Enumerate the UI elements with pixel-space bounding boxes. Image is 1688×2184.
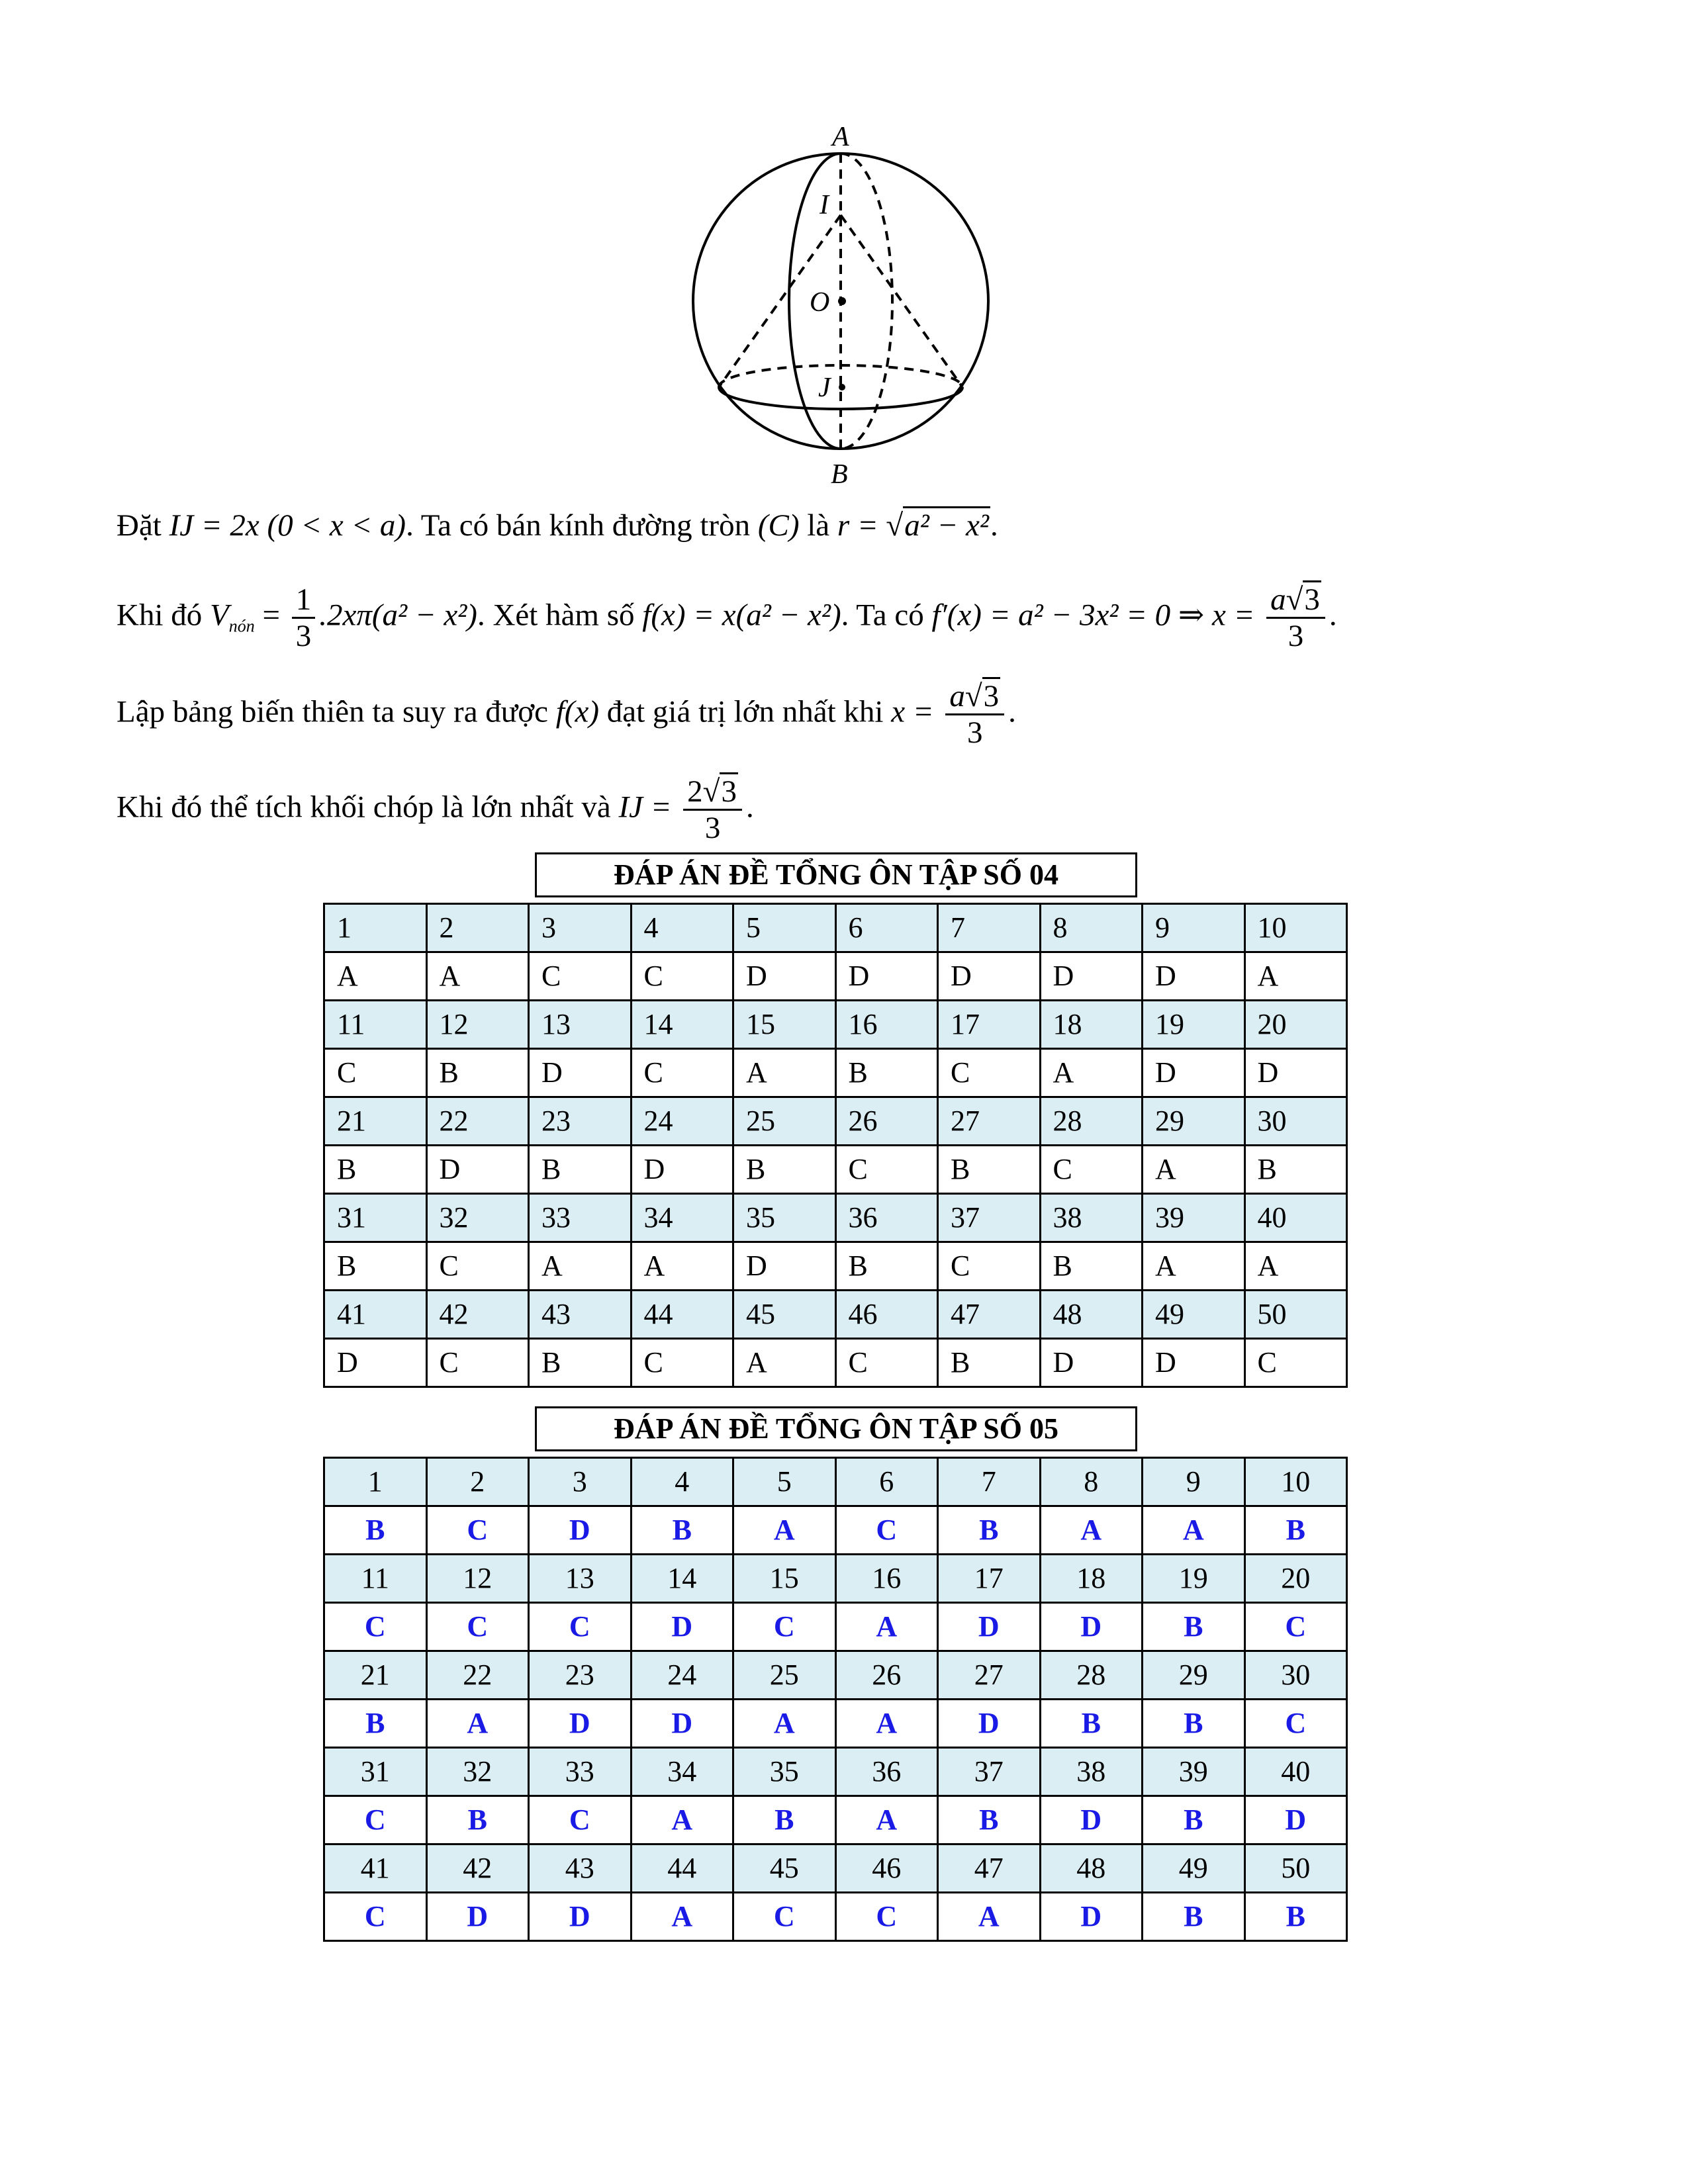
question-number-cell: 13 [529, 1555, 632, 1603]
sphere-cone-figure [675, 116, 1006, 500]
answer-cell: A [733, 1049, 836, 1097]
question-number-row [324, 1194, 1347, 1242]
solution-line-4: Khi đó thể tích khối chóp là lớn nhất và IJ = $\frac{2√3}{3}$ . [117, 774, 754, 845]
answer-cell: B [1143, 1700, 1245, 1748]
answer-cell: C [529, 952, 632, 1001]
answer-row [324, 1796, 1347, 1844]
answer-cell: B [1244, 1893, 1347, 1941]
question-number-cell: 50 [1244, 1844, 1347, 1893]
answer-cell: C [1244, 1339, 1347, 1387]
question-number-cell: 20 [1244, 1555, 1347, 1603]
answer-cell: C [835, 1893, 938, 1941]
answer-cell: D [938, 952, 1041, 1001]
label-a: A [832, 122, 849, 152]
question-number-cell: 11 [324, 1555, 427, 1603]
fraction-a-sqrt3-over-3: $\frac{a√3}{3}$ [1266, 582, 1325, 653]
answer-cell: A [835, 1700, 938, 1748]
question-number-cell: 44 [631, 1291, 733, 1339]
question-number-cell: 39 [1143, 1194, 1245, 1242]
answer-cell: A [733, 1506, 836, 1555]
question-number-row [324, 1651, 1347, 1700]
question-number-cell: 21 [324, 1651, 427, 1700]
question-number-cell: 30 [1244, 1651, 1347, 1700]
question-number-cell: 42 [426, 1291, 529, 1339]
answer-cell: D [324, 1339, 427, 1387]
answer-cell: C [835, 1146, 938, 1194]
question-number-row [324, 1555, 1347, 1603]
answer-cell: C [324, 1796, 427, 1844]
answer-cell: D [938, 1700, 1041, 1748]
answer-cell: A [733, 1339, 836, 1387]
question-number-cell: 46 [835, 1291, 938, 1339]
meridian-back [841, 154, 892, 449]
question-number-cell: 26 [835, 1097, 938, 1146]
question-number-cell: 43 [529, 1844, 632, 1893]
answer-cell: B [324, 1242, 427, 1291]
answer-cell: D [733, 952, 836, 1001]
answer-cell: A [529, 1242, 632, 1291]
answer-cell: D [1040, 952, 1143, 1001]
answer-cell: C [938, 1242, 1041, 1291]
question-number-cell: 47 [938, 1844, 1041, 1893]
question-number-cell: 37 [938, 1194, 1041, 1242]
question-number-cell: 15 [733, 1555, 836, 1603]
point-o [838, 297, 846, 305]
question-number-cell: 19 [1143, 1555, 1245, 1603]
question-number-cell: 37 [938, 1748, 1041, 1796]
answer-row [324, 952, 1347, 1001]
answer-cell: C [324, 1603, 427, 1651]
answer-row [324, 1242, 1347, 1291]
answer-cell: A [1143, 1242, 1245, 1291]
answer-cell: D [1143, 1339, 1245, 1387]
answer-cell: D [529, 1506, 632, 1555]
answer-row [324, 1893, 1347, 1941]
answer-cell: A [1040, 1049, 1143, 1097]
answer-cell: B [938, 1506, 1041, 1555]
answer-cell: B [835, 1049, 938, 1097]
question-number-cell: 4 [631, 1458, 733, 1506]
answer-cell: A [324, 952, 427, 1001]
solution-line-3: Lập bảng biến thiên ta suy ra được f(x) đạt giá trị lớn nhất khi x = $\frac{a√3}{3}$ . [117, 679, 1016, 750]
question-number-cell: 42 [426, 1844, 529, 1893]
answer-cell: C [1244, 1700, 1347, 1748]
question-number-cell: 24 [631, 1097, 733, 1146]
question-number-cell: 34 [631, 1194, 733, 1242]
question-number-cell: 14 [631, 1001, 733, 1049]
answer-cell: D [1040, 1893, 1143, 1941]
answer-cell: C [1244, 1603, 1347, 1651]
fraction-a-sqrt3-over-3-b: $\frac{a√3}{3}$ [945, 679, 1004, 750]
question-number-cell: 5 [733, 904, 836, 952]
answer-cell: B [324, 1506, 427, 1555]
question-number-cell: 35 [733, 1194, 836, 1242]
answer-cell: C [938, 1049, 1041, 1097]
answer-cell: C [835, 1339, 938, 1387]
question-number-cell: 11 [324, 1001, 427, 1049]
question-number-cell: 12 [426, 1001, 529, 1049]
answer-cell: C [835, 1506, 938, 1555]
answer-cell: D [529, 1049, 632, 1097]
label-b: B [831, 459, 848, 490]
question-number-cell: 32 [426, 1194, 529, 1242]
answer-cell: D [529, 1700, 632, 1748]
answer-cell: C [733, 1603, 836, 1651]
answer-cell: B [529, 1146, 632, 1194]
answer-cell: B [1040, 1242, 1143, 1291]
question-number-cell: 49 [1143, 1844, 1245, 1893]
answer-key-title-05: ĐÁP ÁN ĐỀ TỔNG ÔN TẬP SỐ 05 [535, 1406, 1137, 1451]
question-number-cell: 27 [938, 1097, 1041, 1146]
question-number-cell: 9 [1143, 904, 1245, 952]
question-number-cell: 44 [631, 1844, 733, 1893]
answer-cell: D [1040, 1603, 1143, 1651]
answer-cell: C [631, 1339, 733, 1387]
answer-cell: D [529, 1893, 632, 1941]
question-number-cell: 6 [835, 1458, 938, 1506]
question-number-cell: 50 [1244, 1291, 1347, 1339]
question-number-cell: 46 [835, 1844, 938, 1893]
question-number-cell: 38 [1040, 1194, 1143, 1242]
answer-cell: B [631, 1506, 733, 1555]
answer-cell: C [1040, 1146, 1143, 1194]
question-number-cell: 39 [1143, 1748, 1245, 1796]
answer-cell: A [1244, 952, 1347, 1001]
answer-row [324, 1049, 1347, 1097]
question-number-cell: 4 [631, 904, 733, 952]
answer-cell: A [1143, 1146, 1245, 1194]
answer-cell: D [631, 1603, 733, 1651]
answer-cell: A [835, 1796, 938, 1844]
label-i: I [820, 190, 829, 220]
question-number-cell: 2 [426, 904, 529, 952]
question-number-cell: 27 [938, 1651, 1041, 1700]
question-number-cell: 49 [1143, 1291, 1245, 1339]
question-number-cell: 2 [426, 1458, 529, 1506]
cone-edge-right [841, 215, 962, 387]
question-number-cell: 3 [529, 1458, 632, 1506]
question-number-cell: 48 [1040, 1291, 1143, 1339]
answer-cell: A [426, 1700, 529, 1748]
question-number-cell: 10 [1244, 1458, 1347, 1506]
answer-cell: B [938, 1339, 1041, 1387]
question-number-cell: 32 [426, 1748, 529, 1796]
answer-cell: B [1244, 1146, 1347, 1194]
answer-cell: D [1244, 1049, 1347, 1097]
question-number-row [324, 1291, 1347, 1339]
answer-cell: C [426, 1242, 529, 1291]
question-number-cell: 8 [1040, 1458, 1143, 1506]
question-number-cell: 12 [426, 1555, 529, 1603]
answer-cell: A [426, 952, 529, 1001]
answer-cell: A [1040, 1506, 1143, 1555]
answer-cell: B [1143, 1603, 1245, 1651]
answer-cell: B [426, 1049, 529, 1097]
answer-cell: D [426, 1146, 529, 1194]
answer-cell: C [529, 1796, 632, 1844]
question-number-cell: 40 [1244, 1748, 1347, 1796]
answer-cell: D [631, 1146, 733, 1194]
question-number-cell: 41 [324, 1844, 427, 1893]
answer-cell: C [426, 1603, 529, 1651]
question-number-cell: 18 [1040, 1001, 1143, 1049]
question-number-cell: 31 [324, 1194, 427, 1242]
question-number-cell: 41 [324, 1291, 427, 1339]
question-number-cell: 31 [324, 1748, 427, 1796]
question-number-cell: 21 [324, 1097, 427, 1146]
question-number-cell: 43 [529, 1291, 632, 1339]
answer-cell: D [1143, 1049, 1245, 1097]
answer-cell: C [324, 1893, 427, 1941]
question-number-cell: 5 [733, 1458, 836, 1506]
question-number-cell: 47 [938, 1291, 1041, 1339]
answer-table-05 [323, 1457, 1348, 1942]
answer-cell: B [1143, 1796, 1245, 1844]
question-number-cell: 45 [733, 1291, 836, 1339]
answer-cell: D [835, 952, 938, 1001]
question-number-cell: 13 [529, 1001, 632, 1049]
answer-cell: B [324, 1146, 427, 1194]
answer-cell: D [631, 1700, 733, 1748]
answer-cell: D [1244, 1796, 1347, 1844]
question-number-cell: 16 [835, 1555, 938, 1603]
answer-cell: B [733, 1796, 836, 1844]
answer-table-04 [323, 903, 1348, 1388]
answer-cell: A [733, 1700, 836, 1748]
question-number-cell: 3 [529, 904, 632, 952]
answer-cell: B [1143, 1893, 1245, 1941]
solution-line-2: Khi đó $V_{nón}$ = $\frac{1}{3}$ .2xπ(a² − x²). Xét hàm số f(x) = x(a² − x²). Ta có f′(x) = a² − 3x² = 0 ⇒ x = $\frac{a√3}{3}$ . [117, 582, 1337, 653]
answer-cell: C [631, 952, 733, 1001]
question-number-cell: 28 [1040, 1651, 1143, 1700]
answer-row [324, 1506, 1347, 1555]
question-number-cell: 22 [426, 1097, 529, 1146]
answer-cell: B [733, 1146, 836, 1194]
answer-cell: C [324, 1049, 427, 1097]
question-number-cell: 14 [631, 1555, 733, 1603]
answer-cell: D [733, 1242, 836, 1291]
answer-cell: D [1040, 1339, 1143, 1387]
question-number-cell: 28 [1040, 1097, 1143, 1146]
answer-cell: A [835, 1603, 938, 1651]
answer-cell: D [1143, 952, 1245, 1001]
answer-cell: A [1143, 1506, 1245, 1555]
question-number-row [324, 1844, 1347, 1893]
answer-row [324, 1603, 1347, 1651]
answer-cell: A [1244, 1242, 1347, 1291]
answer-cell: B [938, 1796, 1041, 1844]
question-number-cell: 7 [938, 904, 1041, 952]
question-number-row [324, 1001, 1347, 1049]
question-number-cell: 17 [938, 1555, 1041, 1603]
question-number-row [324, 1458, 1347, 1506]
answer-cell: D [1040, 1796, 1143, 1844]
answer-cell: B [426, 1796, 529, 1844]
question-number-cell: 40 [1244, 1194, 1347, 1242]
answer-cell: A [631, 1242, 733, 1291]
answer-cell: A [631, 1893, 733, 1941]
answer-cell: B [1244, 1506, 1347, 1555]
question-number-cell: 7 [938, 1458, 1041, 1506]
question-number-cell: 22 [426, 1651, 529, 1700]
question-number-cell: 36 [835, 1194, 938, 1242]
question-number-cell: 19 [1143, 1001, 1245, 1049]
question-number-cell: 17 [938, 1001, 1041, 1049]
answer-cell: C [529, 1603, 632, 1651]
fraction-one-third: $\frac{1}{3}$ [292, 582, 316, 653]
fraction-2-sqrt3-over-3: $\frac{2√3}{3}$ [683, 774, 742, 845]
question-number-cell: 48 [1040, 1844, 1143, 1893]
question-number-cell: 30 [1244, 1097, 1347, 1146]
question-number-cell: 1 [324, 1458, 427, 1506]
question-number-cell: 29 [1143, 1097, 1245, 1146]
answer-cell: C [733, 1893, 836, 1941]
question-number-cell: 45 [733, 1844, 836, 1893]
question-number-cell: 18 [1040, 1555, 1143, 1603]
answer-cell: B [324, 1700, 427, 1748]
answer-row [324, 1339, 1347, 1387]
question-number-row [324, 1097, 1347, 1146]
question-number-row [324, 904, 1347, 952]
question-number-cell: 1 [324, 904, 427, 952]
label-o: O [810, 287, 830, 318]
label-j: J [818, 373, 831, 403]
answer-cell: B [1040, 1700, 1143, 1748]
answer-cell: B [938, 1146, 1041, 1194]
question-number-cell: 33 [529, 1748, 632, 1796]
question-number-cell: 23 [529, 1097, 632, 1146]
answer-cell: A [631, 1796, 733, 1844]
question-number-row [324, 1748, 1347, 1796]
question-number-cell: 9 [1143, 1458, 1245, 1506]
question-number-cell: 36 [835, 1748, 938, 1796]
question-number-cell: 33 [529, 1194, 632, 1242]
question-number-cell: 26 [835, 1651, 938, 1700]
question-number-cell: 34 [631, 1748, 733, 1796]
point-j [839, 384, 845, 390]
question-number-cell: 35 [733, 1748, 836, 1796]
answer-cell: C [426, 1506, 529, 1555]
answer-row [324, 1146, 1347, 1194]
answer-row [324, 1700, 1347, 1748]
question-number-cell: 25 [733, 1651, 836, 1700]
answer-cell: B [835, 1242, 938, 1291]
answer-cell: C [631, 1049, 733, 1097]
solution-line-1: Đặt IJ = 2x (0 < x < a). Ta có bán kính đường tròn (C) là r = √a² − x². [117, 506, 998, 545]
answer-cell: B [529, 1339, 632, 1387]
answer-cell: D [426, 1893, 529, 1941]
question-number-cell: 29 [1143, 1651, 1245, 1700]
question-number-cell: 23 [529, 1651, 632, 1700]
answer-cell: D [938, 1603, 1041, 1651]
question-number-cell: 6 [835, 904, 938, 952]
question-number-cell: 10 [1244, 904, 1347, 952]
question-number-cell: 16 [835, 1001, 938, 1049]
question-number-cell: 15 [733, 1001, 836, 1049]
question-number-cell: 8 [1040, 904, 1143, 952]
answer-key-title-04: ĐÁP ÁN ĐỀ TỔNG ÔN TẬP SỐ 04 [535, 852, 1137, 897]
answer-cell: C [426, 1339, 529, 1387]
question-number-cell: 25 [733, 1097, 836, 1146]
question-number-cell: 24 [631, 1651, 733, 1700]
question-number-cell: 38 [1040, 1748, 1143, 1796]
question-number-cell: 20 [1244, 1001, 1347, 1049]
answer-cell: A [938, 1893, 1041, 1941]
